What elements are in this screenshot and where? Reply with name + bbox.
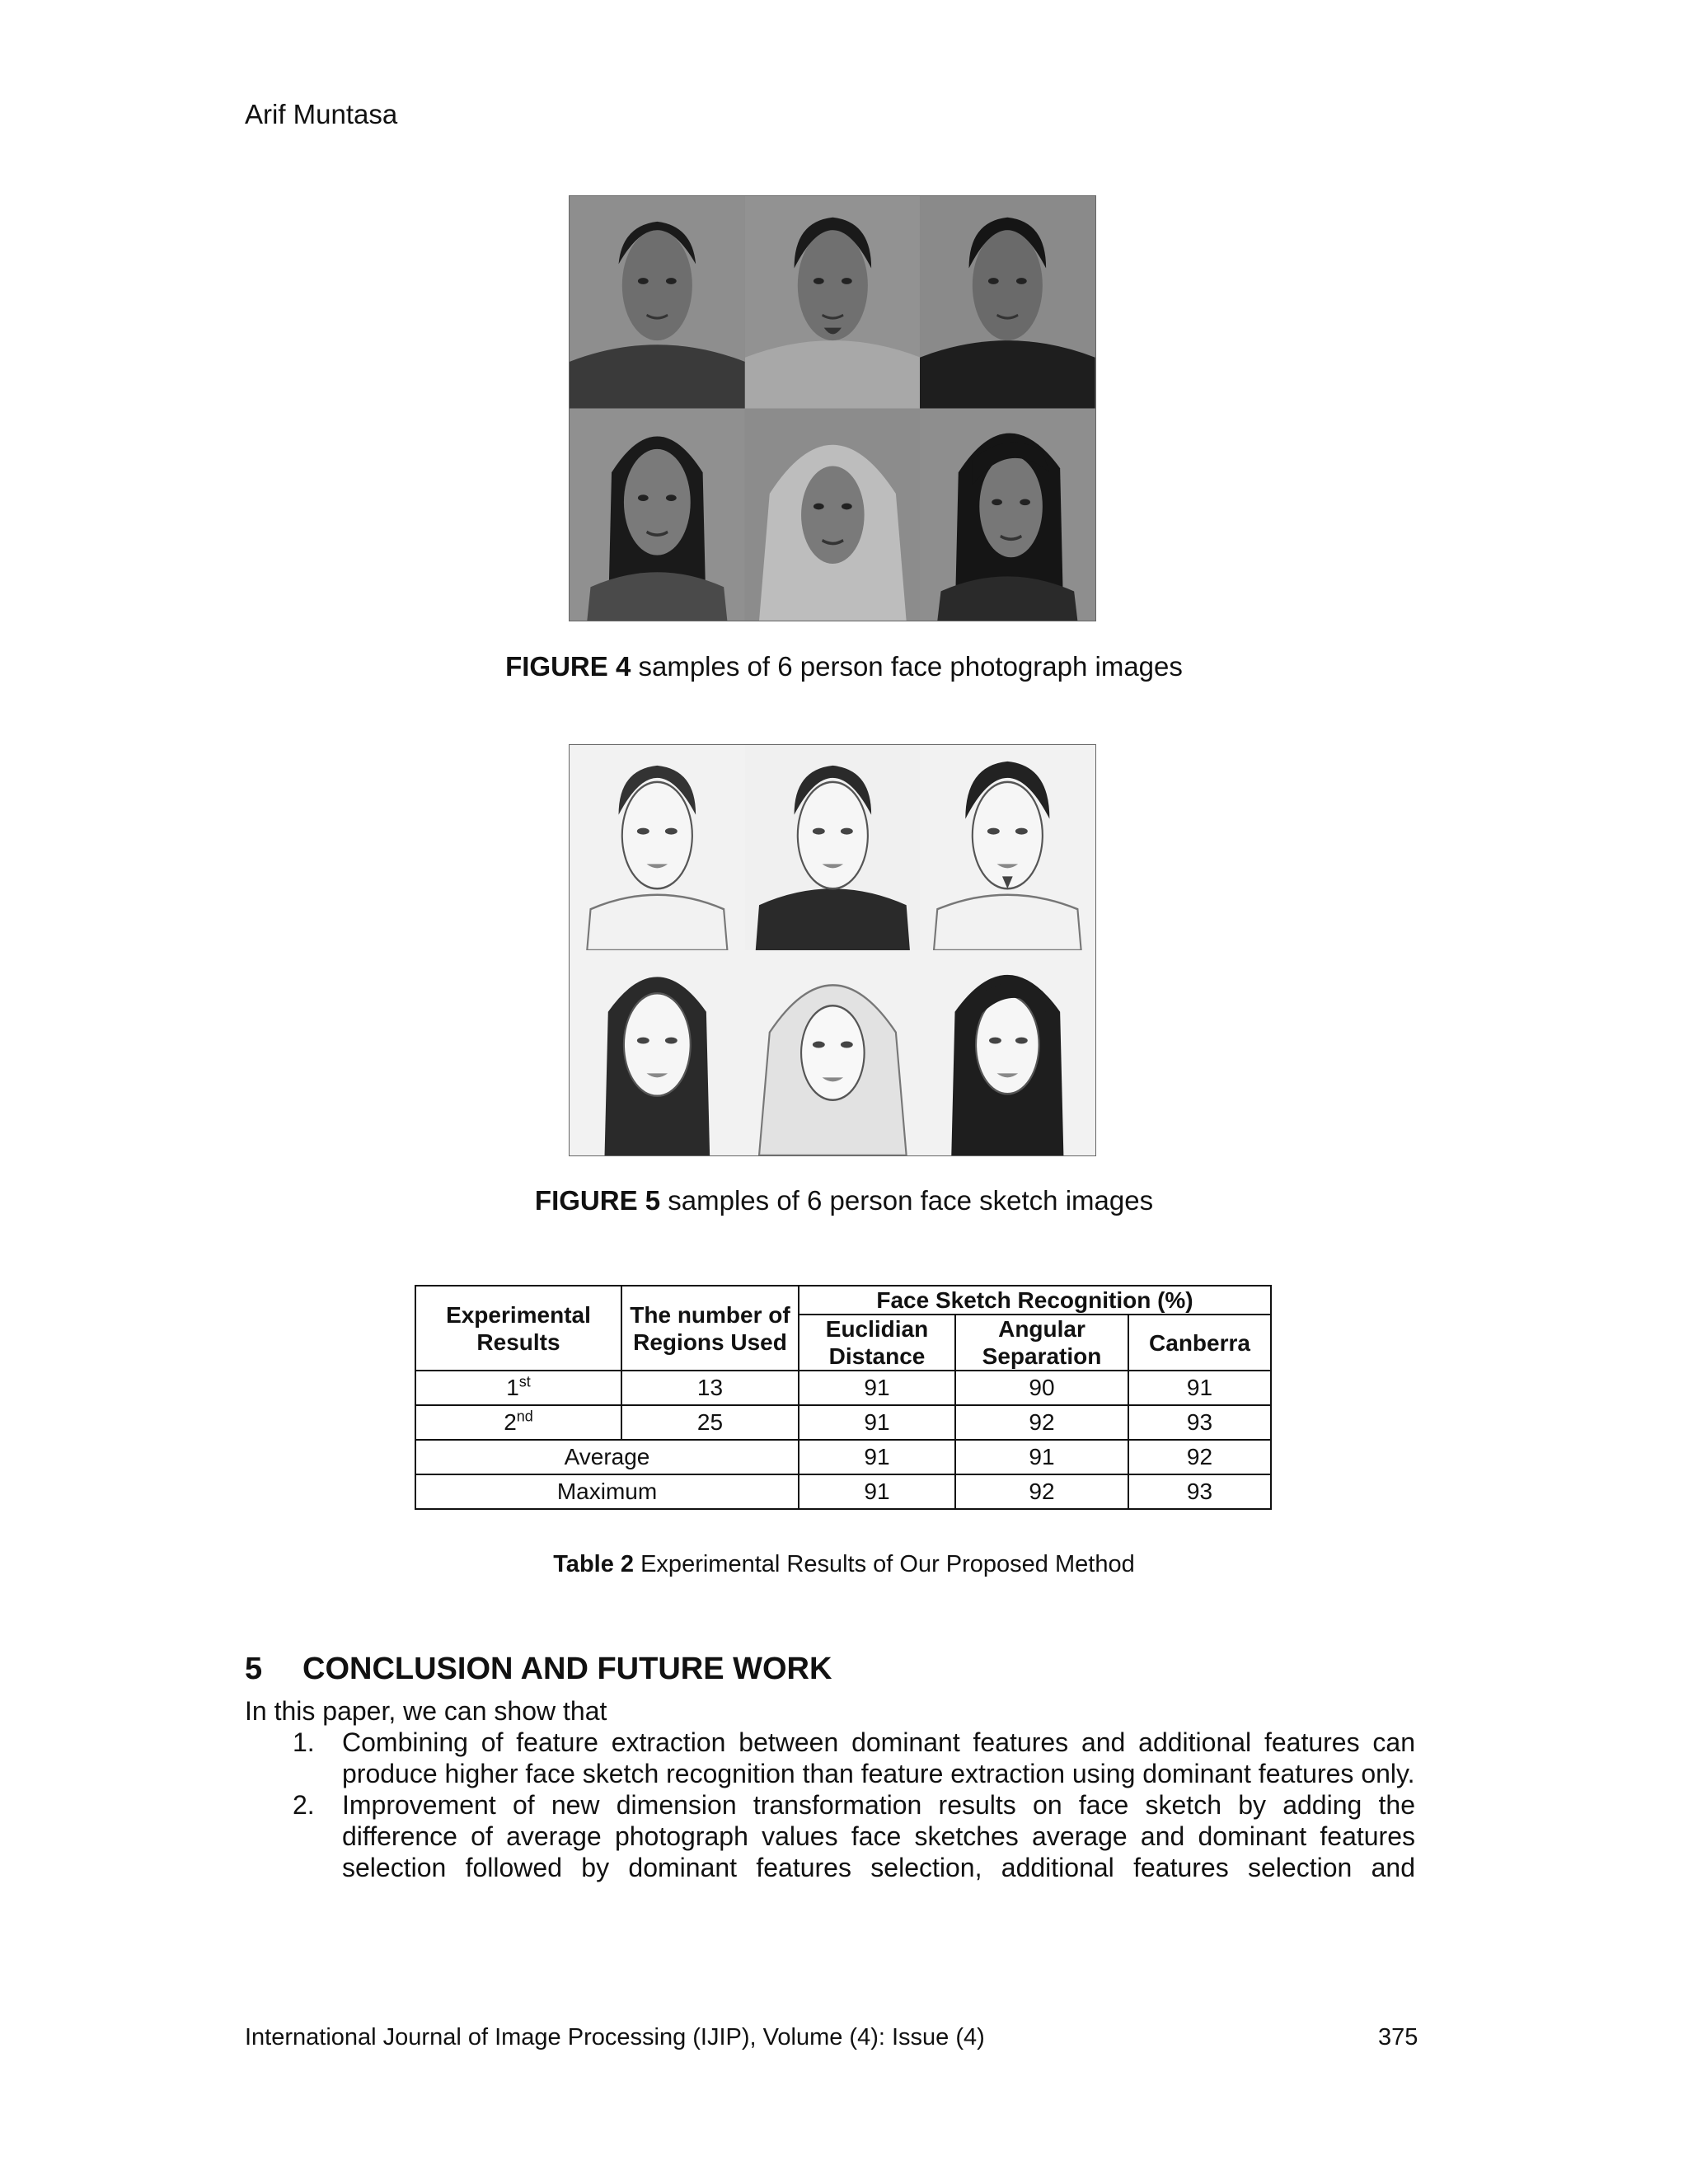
face-sketch-panel <box>745 950 921 1155</box>
cell-summary-label: Maximum <box>415 1474 799 1509</box>
table-row-average <box>415 1440 1271 1474</box>
section-number: 5 <box>245 1652 263 1686</box>
table-2-caption <box>0 1551 1688 1578</box>
cell-regions: 25 <box>621 1405 799 1440</box>
face-photo-panel <box>920 196 1095 409</box>
cell-euclidian: 91 <box>799 1371 955 1405</box>
results-table <box>415 1285 1272 1510</box>
table-row-maximum <box>415 1474 1271 1509</box>
header-face-sketch-recognition: Face Sketch Recognition (%) <box>799 1286 1271 1315</box>
header-experimental-results: Experimental Results <box>415 1286 621 1371</box>
list-item-text: Combining of feature extraction between dominant features and additional features can produce higher face sketch recognition than feature extraction using dominant features only. <box>342 1727 1415 1788</box>
cell-euclidian: 91 <box>799 1405 955 1440</box>
footer-page-number: 375 <box>1378 2024 1418 2050</box>
cell-angular: 91 <box>955 1440 1128 1474</box>
table-2-label: Table 2 <box>553 1551 635 1577</box>
cell-summary-label: Average <box>415 1440 799 1474</box>
figure-4-label: FIGURE 4 <box>505 651 631 682</box>
figure-4-caption-text: samples of 6 person face photograph images <box>638 651 1183 682</box>
header-number-of-regions: The number of Regions Used <box>621 1286 799 1371</box>
face-photo-panel <box>570 409 745 621</box>
running-header-author: Arif Muntasa <box>245 99 398 129</box>
figure-4-caption <box>0 651 1688 682</box>
figure-4-image <box>569 195 1096 621</box>
face-photo-panel <box>745 196 921 409</box>
cell-euclidian: 91 <box>799 1440 955 1474</box>
face-sketch-panel <box>570 745 745 950</box>
table-row <box>415 1405 1271 1440</box>
figure-5-label: FIGURE 5 <box>534 1185 661 1216</box>
section-intro: In this paper, we can show that <box>245 1696 607 1726</box>
face-sketch-panel <box>920 950 1095 1155</box>
figure-5-image <box>569 744 1096 1156</box>
footer-journal: International Journal of Image Processing (IJIP), Volume (4): Issue (4) <box>245 2024 985 2050</box>
section-heading <box>245 1652 832 1687</box>
cell-angular: 92 <box>955 1405 1128 1440</box>
cell-experiment: 2nd <box>415 1405 621 1440</box>
cell-experiment: 1st <box>415 1371 621 1405</box>
header-euclidian-distance: Euclidian Distance <box>799 1315 955 1371</box>
face-sketch-panel <box>920 745 1095 950</box>
cell-angular: 90 <box>955 1371 1128 1405</box>
figure-5-caption <box>0 1185 1688 1216</box>
list-item-number: 2. <box>293 1790 315 1820</box>
list-item <box>245 1789 1415 1883</box>
conclusion-list <box>245 1727 1415 1883</box>
figure-5-caption-text: samples of 6 person face sketch images <box>668 1185 1154 1216</box>
cell-regions: 13 <box>621 1371 799 1405</box>
list-item-number: 1. <box>293 1727 315 1757</box>
face-photo-panel <box>745 409 921 621</box>
face-sketch-panel <box>745 745 921 950</box>
header-angular-separation: Angular Separation <box>955 1315 1128 1371</box>
face-sketch-panel <box>570 950 745 1155</box>
section-title: CONCLUSION AND FUTURE WORK <box>302 1652 832 1686</box>
cell-canberra: 91 <box>1128 1371 1271 1405</box>
table-row <box>415 1371 1271 1405</box>
list-item-text: Improvement of new dimension transformation results on face sketch by adding the difference of average photograph values face sketches average and dominant features selection followed by dominant features selection, additional features selection and <box>342 1790 1415 1882</box>
table-2-caption-text: Experimental Results of Our Proposed Method <box>640 1551 1135 1577</box>
list-item <box>245 1727 1415 1789</box>
cell-angular: 92 <box>955 1474 1128 1509</box>
cell-canberra: 93 <box>1128 1405 1271 1440</box>
face-photo-panel <box>570 196 745 409</box>
face-photo-panel <box>920 409 1095 621</box>
cell-euclidian: 91 <box>799 1474 955 1509</box>
header-canberra: Canberra <box>1128 1315 1271 1371</box>
cell-canberra: 93 <box>1128 1474 1271 1509</box>
cell-canberra: 92 <box>1128 1440 1271 1474</box>
